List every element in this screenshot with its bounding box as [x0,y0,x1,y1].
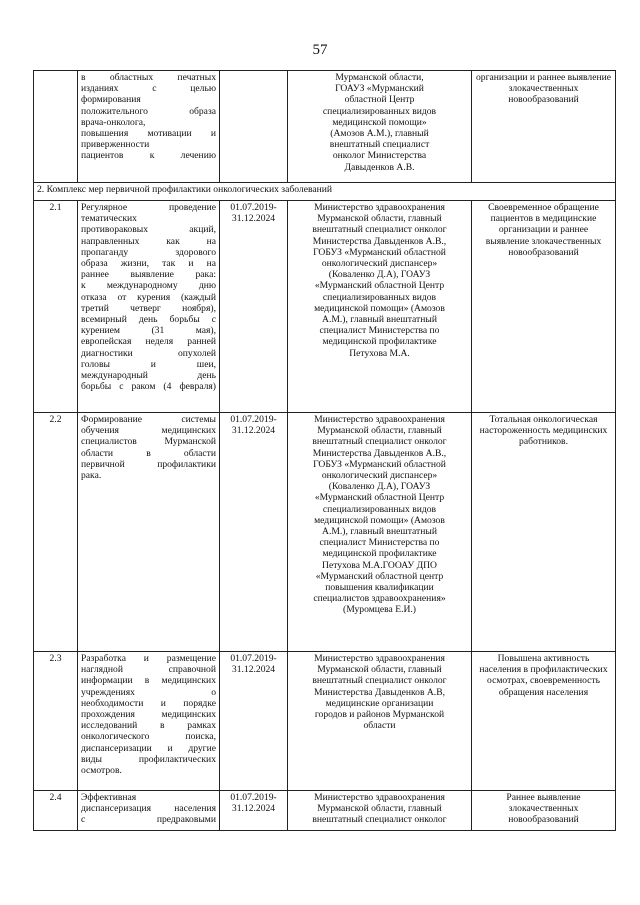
cell-line: Разработка и размещение [81,653,216,664]
cell-line: настороженность медицинских [479,425,608,437]
table-row-continued [34,71,616,183]
cell-line: ГОБУЗ «Мурманский областной [313,458,446,470]
cell-line: Петухова М.А.ГООАУ ДПО [322,559,437,571]
cell-line: с предраковыми [81,814,216,826]
cell-line: внештатный специалист онколог [312,814,447,826]
table-row [34,413,616,652]
cell-line: Давыденков А.В. [344,161,415,173]
description-cell [78,71,220,183]
cell-line: внештатный специалист онколог [312,436,447,448]
cell-line: диспансеризация населения [81,803,216,815]
table-row [34,201,616,413]
cell-line: первичной профилактики [81,458,216,470]
cell-line: противораковых акций, [81,224,216,236]
cell-line: (Коваленко Д.А), ГОАУЗ [328,269,431,281]
cell-line: 31.12.2024 [231,213,276,225]
cell-line: рака. [81,470,102,482]
cell-line: «Мурманский областной Центр [314,280,445,292]
cell-line: городов и районов Мурманской [314,709,445,721]
cell-line: Министерство здравоохранения [314,414,445,425]
cell-line: изданиях с целью [81,83,216,95]
cell-line: приверженности [81,139,150,151]
cell-line: обращения населения [498,686,589,698]
cell-line: организации и раннее выявление [475,72,612,83]
row-number: 2.3 [34,652,78,791]
cell-line: работников. [519,436,568,448]
cell-line: Министерства Давыденков А.В., [312,235,447,247]
cell-line: медицинской профилактике [322,336,437,348]
cell-line: онкологического поиска, [81,731,216,743]
cell-line: 31.12.2024 [231,803,276,815]
cell-line: А.М.), главный внештатный [322,314,437,326]
measures-table [33,70,616,831]
cell-line: диспансеризации и другие [81,742,216,754]
cell-line: области [363,720,396,732]
cell-line: 31.12.2024 [231,664,276,676]
cell-line: диагностики опухолей [81,347,216,359]
cell-line: к международному дню [81,280,216,292]
executors-cell [288,413,472,652]
cell-line: обучения медицинских [81,425,216,437]
cell-line: новообразований [508,814,579,826]
cell-line: области в области [81,447,216,459]
dates-cell [220,413,288,652]
cell-line: Министерства Давыденков А.В., [312,447,447,459]
cell-line: злокачественных новообразований [508,83,579,106]
cell-line: пропаганду здорового [81,246,216,258]
cell-line: Мурманской области, главный [317,803,442,815]
cell-line: «Мурманский областной центр [315,570,444,582]
table-row [34,791,616,831]
cell-line: онкологический диспансер» [321,470,438,482]
result-cell [472,71,616,183]
cell-line: ГОАУЗ «Мурманский [335,83,424,95]
cell-line: организации и раннее [498,224,589,236]
row-number: 2.2 [34,413,78,652]
cell-line: 01.07.2019- [230,414,277,425]
cell-line: Министерства Давыденков А.В, [313,686,446,698]
cell-line: Своевременное обращение [488,202,599,213]
cell-line: выявление злокачественных [485,235,602,247]
section-title: 2. Комплекс мер первичной профилактики онкологических заболеваний [34,183,616,201]
cell-line: 01.07.2019- [230,653,277,664]
row-number-cell [34,71,78,183]
cell-line: Эффективная [81,792,137,803]
cell-line: «Мурманский областной Центр [314,492,445,504]
cell-line: повышения мотивации и [81,128,216,140]
cell-line: направленных как на [81,235,216,247]
cell-line: раннее выявление рака: [81,269,216,281]
cell-line: онкологический диспансер» [321,258,438,270]
cell-line: головы и шеи, [81,358,216,370]
cell-line: Повышена активность [497,653,590,664]
cell-line: Регулярное проведение [81,202,216,213]
cell-line: Мурманской области, главный [317,425,442,437]
cell-line: населения в профилактических [479,664,608,676]
dates-cell [220,201,288,413]
cell-line: Мурманской области, главный [317,213,442,225]
cell-line: в областных печатных [81,72,216,83]
cell-line: специализированных видов [322,291,437,303]
description-cell [78,652,220,791]
cell-line: осмотрах, своевременность [487,675,600,687]
cell-line: внештатный специалист [329,139,430,151]
cell-line: Тотальная онкологическая [489,414,598,425]
cell-line: необходимости и порядке [81,697,216,709]
cell-line: Мурманской области, [335,72,424,83]
cell-line: онколог Министерства [332,150,427,162]
cell-line: учреждениях о [81,686,216,698]
cell-line: специалист Министерства по [319,325,440,337]
cell-line: (Муромцева Е.И.) [343,604,416,616]
cell-line: формирования [81,94,141,106]
cell-line: медицинские организации [325,697,434,709]
row-number: 2.4 [34,791,78,831]
cell-line: 01.07.2019- [230,792,277,803]
dates-cell [220,652,288,791]
cell-line: Формирование системы [81,414,216,425]
cell-line: 01.07.2019- [230,202,277,213]
cell-line: (Коваленко Д.А), ГОАУЗ [328,481,431,493]
cell-line: отказа от курения (каждый [81,291,216,303]
cell-line: специалист Министерства по [319,537,440,549]
executors-cell [288,71,472,183]
cell-line: Мурманской области, главный [317,664,442,676]
cell-line: международный день [81,370,216,382]
cell-line: прохождения медицинских [81,709,216,721]
cell-line: виды профилактических [81,753,216,765]
row-number: 2.1 [34,201,78,413]
description-cell [78,413,220,652]
cell-line: Раннее выявление [506,792,581,803]
description-cell [78,791,220,831]
cell-line: наглядной справочной [81,664,216,676]
dates-cell [220,791,288,831]
cell-line: А.М.), главный внештатный [322,526,437,538]
result-cell [472,201,616,413]
cell-line: специалистов здравоохранения» [313,593,446,605]
cell-line: пациентов к лечению [81,150,216,162]
cell-line: внештатный специалист онколог [312,224,447,236]
cell-line: новообразований [508,246,579,258]
cell-line: медицинской профилактике [322,548,437,560]
cell-line: злокачественных [508,803,579,815]
table-row [34,652,616,791]
cell-line: борьбы с раком (4 февраля) [81,381,216,393]
cell-line: специализированных видов [322,503,437,515]
executors-cell [288,652,472,791]
cell-line: специалистов Мурманской [81,436,216,448]
cell-line: пациентов в медицинские [490,213,597,225]
cell-line: ГОБУЗ «Мурманский областной [313,246,446,258]
cell-line: областной Центр [344,94,415,106]
section-header-row [34,183,616,201]
cell-line: образа жизни, так и на [81,258,216,270]
cell-line: Министерство здравоохранения [314,792,445,803]
cell-line: курением (31 мая), [81,325,216,337]
cell-line: осмотров. [81,765,122,777]
cell-line: 31.12.2024 [231,425,276,437]
cell-line: тематических [81,213,137,225]
cell-line: исследований в рамках [81,720,216,732]
cell-line: третий четверг ноября), [81,302,216,314]
cell-line: повышения квалификации [325,582,434,594]
cell-line: внештатный специалист онколог [312,675,447,687]
cell-line: Петухова М.А. [349,347,410,359]
page-number: 57 [312,42,328,58]
cell-line: (Амозов А.М.), главный [330,128,429,140]
description-cell [78,201,220,413]
cell-line: Министерство здравоохранения [314,202,445,213]
executors-cell [288,791,472,831]
result-cell [472,413,616,652]
cell-line: специализированных видов [322,105,437,117]
dates-cell [220,71,288,183]
cell-line: информации в медицинских [81,675,216,687]
cell-line: медицинской помощи» (Амозов [314,302,445,314]
cell-line: всемирный день борьбы с [81,314,216,326]
cell-line: медицинской помощи» [332,116,427,128]
cell-line: врача-онколога, [81,116,146,128]
executors-cell [288,201,472,413]
cell-line: положительного образа [81,105,216,117]
cell-line: Министерство здравоохранения [314,653,445,664]
result-cell [472,652,616,791]
cell-line: европейская неделя ранней [81,336,216,348]
result-cell [472,791,616,831]
cell-line: медицинской помощи» (Амозов [314,514,445,526]
